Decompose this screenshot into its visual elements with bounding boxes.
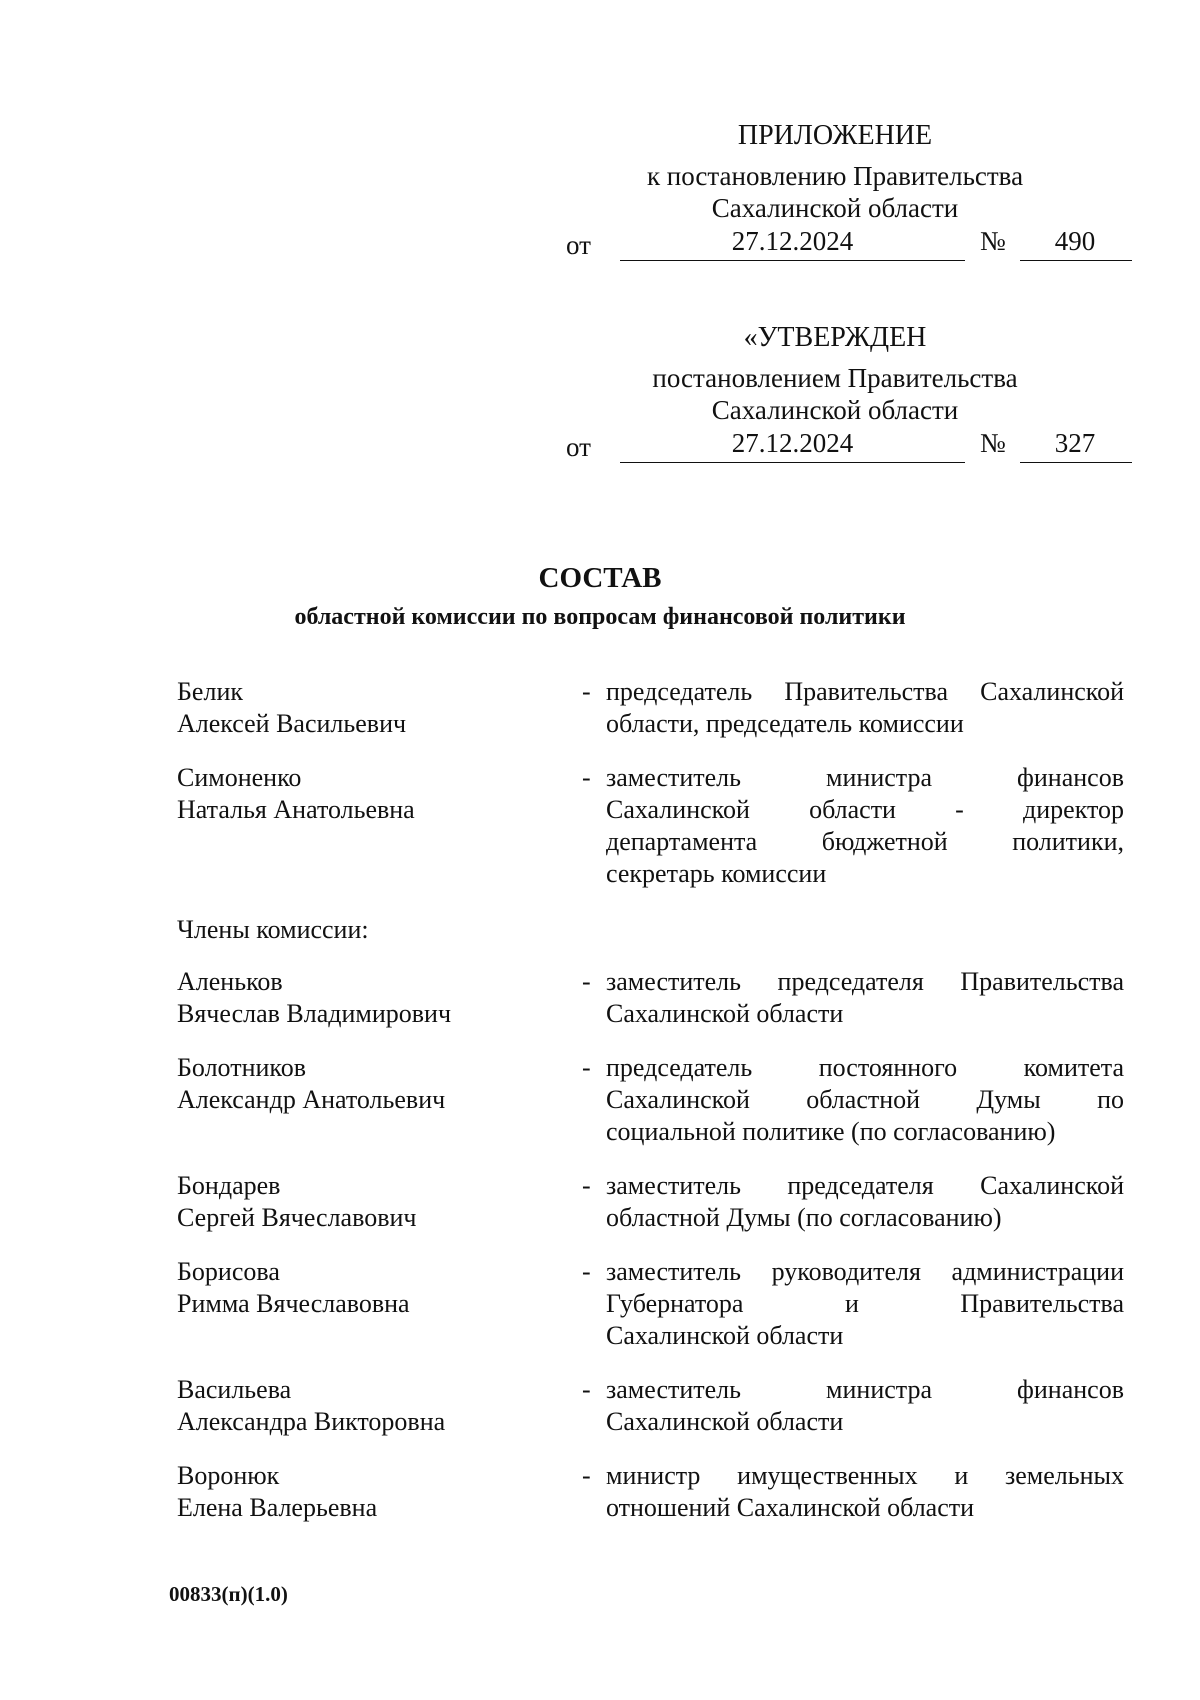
approved-date: 27.12.2024 — [731, 428, 854, 458]
member-role-line: председатель постоянного комитета — [606, 1053, 1124, 1082]
member-role-line: Сахалинской областной Думы по — [606, 1085, 1124, 1114]
document-subtitle: областной комиссии по вопросам финансовой политики — [294, 604, 906, 630]
member-role-line: заместитель руководителя администрации — [606, 1257, 1124, 1286]
member-dash: - — [582, 677, 591, 706]
approved-date-underline — [620, 462, 965, 463]
member-given-names: Елена Валерьевна — [177, 1493, 378, 1522]
member-role-line: заместитель министра финансов — [606, 1375, 1124, 1404]
document-code: 00833(п)(1.0) — [169, 1582, 288, 1606]
member-name — [177, 1052, 445, 1116]
member-dash: - — [582, 1171, 591, 1200]
approved-number-underline — [1020, 462, 1132, 463]
member-role-line: заместитель председателя Сахалинской — [606, 1171, 1124, 1200]
member-given-names: Сергей Вячеславович — [177, 1203, 417, 1232]
member-role-line: председатель Правительства Сахалинской — [606, 677, 1124, 706]
appendix-line-3: Сахалинской области — [711, 193, 959, 223]
appendix-date-underline — [620, 260, 965, 261]
member-name — [177, 1374, 445, 1438]
member-role — [606, 762, 1124, 890]
member-role-line: секретарь комиссии — [606, 859, 827, 888]
member-role — [606, 1374, 1124, 1438]
member-dash: - — [582, 1257, 591, 1286]
appendix-date: 27.12.2024 — [731, 226, 854, 256]
member-given-names: Алексей Васильевич — [177, 709, 407, 738]
approved-date-row — [0, 428, 1200, 468]
member-dash: - — [582, 1461, 591, 1490]
member-name — [177, 1256, 410, 1320]
member-role-line: Сахалинской области — [606, 1321, 844, 1350]
document-title: СОСТАВ — [538, 562, 662, 594]
approved-number-sign: № — [980, 428, 1006, 458]
members-label: Члены комиссии: — [177, 915, 369, 944]
approved-number: 327 — [1054, 428, 1096, 458]
member-dash: - — [582, 967, 591, 996]
member-surname: Симоненко — [177, 763, 302, 792]
member-role-line: заместитель председателя Правительства — [606, 967, 1124, 996]
member-surname: Аленьков — [177, 967, 283, 996]
member-role — [606, 676, 1124, 740]
appendix-from-label: от — [566, 230, 591, 260]
appendix-line-2: к постановлению Правительства — [646, 161, 1024, 191]
member-given-names: Римма Вячеславовна — [177, 1289, 410, 1318]
member-surname: Белик — [177, 677, 243, 706]
member-role — [606, 1170, 1124, 1234]
member-role-line: отношений Сахалинской области — [606, 1493, 975, 1522]
member-surname: Болотников — [177, 1053, 306, 1082]
approved-line-2: постановлением Правительства — [652, 363, 1018, 393]
member-role-line: Сахалинской области — [606, 1407, 844, 1436]
approved-title: «УТВЕРЖДЕН — [743, 322, 927, 353]
member-surname: Борисова — [177, 1257, 280, 1286]
member-role — [606, 966, 1124, 1030]
appendix-date-row — [0, 226, 1200, 266]
member-dash: - — [582, 1053, 591, 1082]
member-role-line: области, председатель комиссии — [606, 709, 964, 738]
member-given-names: Вячеслав Владимирович — [177, 999, 452, 1028]
member-role-line: Губернатора и Правительства — [606, 1289, 1124, 1318]
appendix-title: ПРИЛОЖЕНИЕ — [737, 120, 933, 151]
member-role-line: Сахалинской области — [606, 999, 844, 1028]
member-role-line: заместитель министра финансов — [606, 763, 1124, 792]
member-name — [177, 762, 415, 826]
member-name — [177, 1460, 377, 1524]
member-given-names: Наталья Анатольевна — [177, 795, 415, 824]
appendix-number-sign: № — [980, 226, 1006, 256]
member-role — [606, 1460, 1124, 1524]
appendix-number: 490 — [1054, 226, 1096, 256]
member-role-line: департамента бюджетной политики, — [606, 827, 1124, 856]
member-role-line: областной Думы (по согласованию) — [606, 1203, 1002, 1232]
member-role-line: министр имущественных и земельных — [606, 1461, 1124, 1490]
member-surname: Васильева — [177, 1375, 292, 1404]
approved-line-3: Сахалинской области — [711, 395, 959, 425]
member-dash: - — [582, 763, 591, 792]
member-role-line: социальной политике (по согласованию) — [606, 1117, 1056, 1146]
member-dash: - — [582, 1375, 591, 1404]
member-surname: Воронюк — [177, 1461, 280, 1490]
member-name — [177, 966, 451, 1030]
member-role — [606, 1256, 1124, 1352]
appendix-number-underline — [1020, 260, 1132, 261]
member-role-line: Сахалинской области - директор — [606, 795, 1124, 824]
member-surname: Бондарев — [177, 1171, 281, 1200]
member-given-names: Александр Анатольевич — [177, 1085, 446, 1114]
approved-from-label: от — [566, 432, 591, 462]
member-name — [177, 1170, 416, 1234]
member-role — [606, 1052, 1124, 1148]
member-given-names: Александра Викторовна — [177, 1407, 446, 1436]
member-name — [177, 676, 406, 740]
